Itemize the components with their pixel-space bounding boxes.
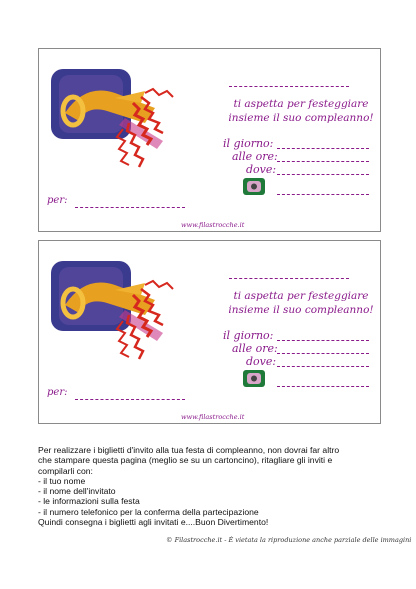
website-text: www.filastrocche.it [181, 221, 245, 229]
invite-line-1: ti aspetta per festeggiare [233, 290, 369, 302]
phone-line [277, 194, 369, 195]
instructions-text [38, 445, 388, 527]
instruction-line: Per realizzare i biglietti d'invito alla tua festa di compleanno, non dovrai far altro [38, 445, 340, 455]
phone-line [277, 386, 369, 387]
invite-line-2: insieme il suo compleanno! [228, 304, 374, 316]
instruction-line: - il numero telefonico per la conferma della partecipazione [38, 506, 259, 517]
dove-line [277, 366, 369, 367]
giorno-label: il giorno: [223, 137, 274, 150]
instruction-line: che stampare questa pagina (meglio se su un cartoncino), ritagliare gli inviti e [38, 455, 333, 466]
instruction-line: compilarli con: [38, 465, 93, 476]
host-name-line [229, 86, 349, 87]
telephone-icon [243, 178, 265, 195]
guest-name-line [75, 207, 185, 208]
guest-name-line [75, 399, 185, 400]
ore-line [277, 353, 369, 354]
party-horn-icon [45, 255, 195, 383]
instruction-line: - il tuo nome [38, 475, 86, 486]
giorno-line [277, 148, 369, 149]
dove-line [277, 174, 369, 175]
invite-line-2: insieme il suo compleanno! [228, 112, 374, 124]
party-horn-icon [45, 63, 195, 191]
invitation-card-2 [38, 240, 381, 424]
per-label: per: [47, 195, 68, 206]
host-name-line [229, 278, 349, 279]
giorno-label: il giorno: [223, 329, 274, 342]
invitation-card-1 [38, 48, 381, 232]
dove-label: dove: [246, 163, 277, 176]
website-text: www.filastrocche.it [181, 413, 245, 421]
copyright-notice: © Filastrocche.it - È vietata la riproduzione anche parziale delle immagini [166, 536, 412, 544]
ore-label: alle ore: [232, 342, 278, 355]
giorno-line [277, 340, 369, 341]
telephone-icon [243, 370, 265, 387]
ore-label: alle ore: [232, 150, 278, 163]
per-label: per: [47, 387, 68, 398]
dove-label: dove: [246, 355, 277, 368]
instruction-line: Quindi consegna i biglietti agli invitati e....Buon Divertimento! [38, 517, 269, 528]
invite-line-1: ti aspetta per festeggiare [233, 98, 369, 110]
instruction-line: - il nome dell'invitato [38, 486, 116, 497]
ore-line [277, 161, 369, 162]
instruction-line: - le informazioni sulla festa [38, 496, 140, 507]
